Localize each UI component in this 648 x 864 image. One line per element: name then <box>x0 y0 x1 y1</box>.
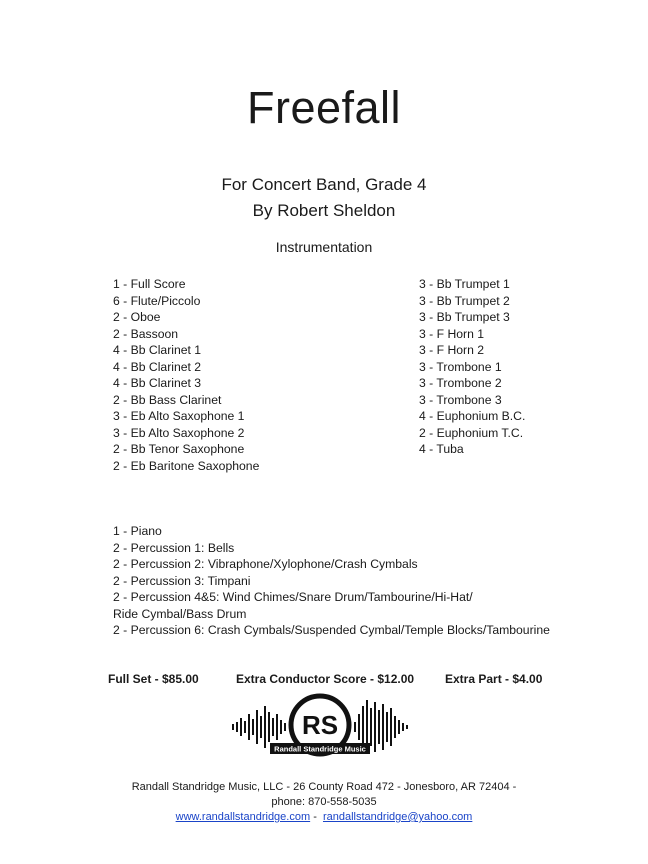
list-item: 2 - Oboe <box>113 310 161 324</box>
publisher-logo <box>230 692 410 762</box>
list-item: 3 - F Horn 1 <box>419 326 485 341</box>
list-item: 2 - Percussion 2: Vibraphone/Xylophone/Crash Cymbals <box>113 557 418 571</box>
list-item: 4 - Bb Clarinet 3 <box>113 376 202 390</box>
footer <box>0 780 648 825</box>
list-item: 2 - Percussion 3: Timpani <box>113 573 251 588</box>
list-item: 2 - Percussion 6: Crash Cymbals/Suspended Cymbal/Temple Blocks/Tambourine <box>113 623 550 637</box>
list-item: 3 - Trombone 3 <box>419 392 502 407</box>
ensemble-grade: For Concert Band, Grade 4 <box>221 175 427 194</box>
percussion-list <box>113 523 633 639</box>
list-item: 2 - Bb Bass Clarinet <box>113 392 222 407</box>
list-item: 3 - Trombone 1 <box>419 359 502 374</box>
website-link[interactable]: www.randallstandridge.com <box>175 811 311 823</box>
list-item: 3 - Bb Trumpet 2 <box>419 293 510 308</box>
list-item: 2 - Bb Tenor Saxophone <box>113 442 245 456</box>
list-item: 2 - Euphonium T.C. <box>419 425 524 440</box>
footer-phone: phone: 870-558-5035 <box>271 796 377 808</box>
list-item: 3 - Eb Alto Saxophone 2 <box>113 425 245 440</box>
brass-list <box>419 276 525 458</box>
list-item: 1 - Full Score <box>113 277 186 291</box>
list-item: 3 - Trombone 2 <box>419 376 502 390</box>
email-link[interactable]: randallstandridge@yahoo.com <box>322 811 473 823</box>
footer-address: Randall Standridge Music, LLC - 26 County Road 472 - Jonesboro, AR 72404 - <box>131 781 517 793</box>
list-item: Ride Cymbal/Bass Drum <box>113 606 247 621</box>
list-item: 1 - Piano <box>113 524 162 538</box>
price-conductor-score: Extra Conductor Score - $12.00 <box>236 672 415 686</box>
woodwind-list <box>113 276 259 474</box>
waveform-left-icon <box>232 706 286 748</box>
list-item: 4 - Bb Clarinet 2 <box>113 359 202 374</box>
list-item: 2 - Eb Baritone Saxophone <box>113 458 260 473</box>
list-item: 4 - Bb Clarinet 1 <box>113 343 202 357</box>
list-item: 2 - Bassoon <box>113 326 179 341</box>
instrumentation-heading: Instrumentation <box>275 239 373 255</box>
list-item: 3 - Bb Trumpet 3 <box>419 310 510 324</box>
page-title: Freefall <box>246 82 402 133</box>
price-full-set: Full Set - $85.00 <box>108 672 199 686</box>
list-item: 2 - Percussion 1: Bells <box>113 540 235 555</box>
footer-links <box>0 810 648 825</box>
composer: By Robert Sheldon <box>252 201 396 220</box>
link-separator: - <box>310 811 323 823</box>
list-item: 3 - Bb Trumpet 1 <box>419 277 510 291</box>
list-item: 4 - Tuba <box>419 442 464 456</box>
price-extra-part: Extra Part - $4.00 <box>445 672 543 686</box>
list-item: 3 - Eb Alto Saxophone 1 <box>113 409 245 423</box>
list-item: 6 - Flute/Piccolo <box>113 293 201 308</box>
list-item: 4 - Euphonium B.C. <box>419 409 526 423</box>
logo-caption: Randall Standridge Music <box>274 744 366 754</box>
subtitle-block <box>0 172 648 224</box>
logo-letters: RS <box>301 710 339 740</box>
list-item: 2 - Percussion 4&5: Wind Chimes/Snare Drum/Tambourine/Hi-Hat/ <box>113 590 473 604</box>
list-item: 3 - F Horn 2 <box>419 343 485 357</box>
